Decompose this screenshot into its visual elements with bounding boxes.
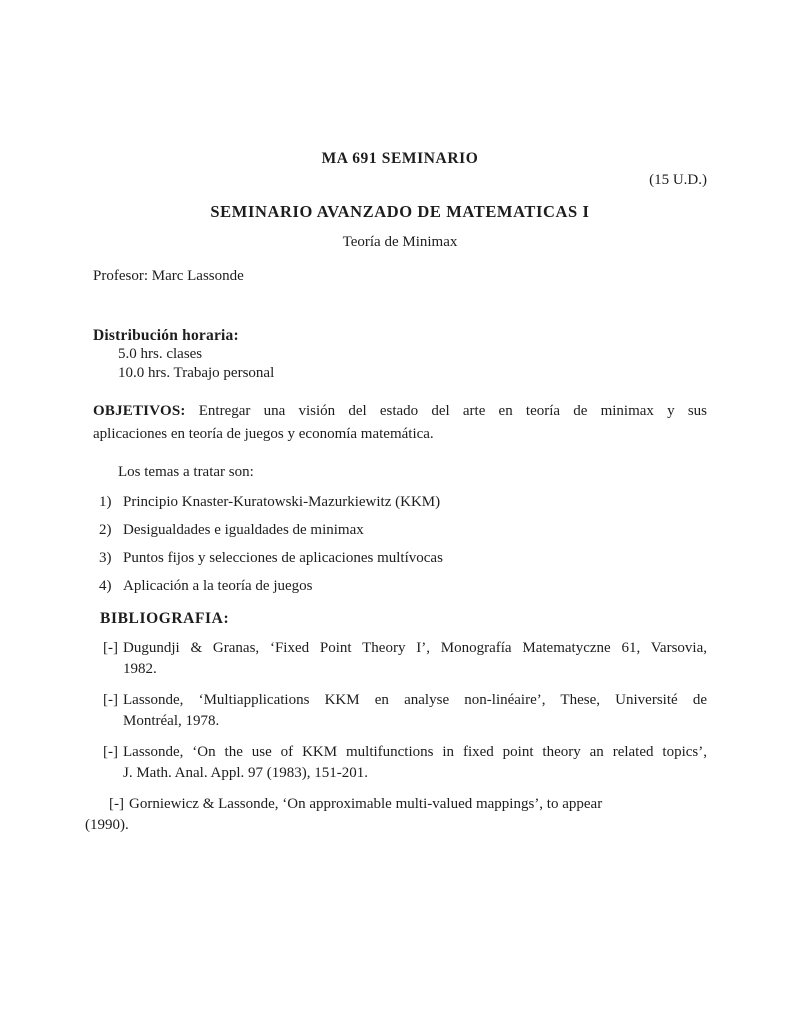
topic-text: Desigualdades e igualdades de minimax <box>123 522 364 538</box>
bibliography-entry <box>103 742 707 784</box>
topic-number: 4) <box>99 578 112 594</box>
seminar-subtitle: Teoría de Minimax <box>342 234 458 250</box>
objectives-paragraph <box>93 400 707 446</box>
topic-item <box>99 576 707 597</box>
bibliography-entry-marker: [-] <box>103 640 118 656</box>
bibliography-entry-line-1: Dugundji & Granas, ‘Fixed Point Theory I’, Monografía Matematyczne 61, Varsovia, <box>123 640 707 656</box>
topic-number: 2) <box>99 522 112 538</box>
topics-list <box>93 492 707 597</box>
objectives-line-2: aplicaciones en teoría de juegos y economía matemática. <box>93 426 434 442</box>
bibliography-entry-line-2: 1982. <box>123 661 157 677</box>
bibliography-entry-line-2: (1990). <box>85 817 129 833</box>
topic-number: 1) <box>99 494 112 510</box>
bibliography-entry-line-2: J. Math. Anal. Appl. 97 (1983), 151-201. <box>123 765 368 781</box>
topic-text: Aplicación a la teoría de juegos <box>123 578 313 594</box>
bibliography-entry-line-1: Lassonde, ‘On the use of KKM multifunctions in fixed point theory an related topics’, <box>123 744 707 760</box>
bibliography-entry-line-1: Gorniewicz & Lassonde, ‘On approximable multi-valued mappings’, to appear <box>129 796 603 812</box>
topic-item <box>99 520 707 541</box>
objectives-label: OBJETIVOS: <box>93 403 186 419</box>
bibliography-entry-marker: [-] <box>109 796 124 812</box>
seminar-title: SEMINARIO AVANZADO DE MATEMATICAS I <box>210 202 590 221</box>
bibliography-entry-line-2: Montréal, 1978. <box>123 713 220 729</box>
objectives-line-1 <box>93 400 707 423</box>
bibliography-entry-marker: [-] <box>103 744 118 760</box>
bibliography-heading: BIBLIOGRAFIA: <box>100 610 230 627</box>
bibliography-entry-marker: [-] <box>103 692 118 708</box>
bibliography-entry <box>103 638 707 680</box>
schedule-line-classes: 5.0 hrs. clases <box>118 346 203 362</box>
schedule-heading: Distribución horaria: <box>93 327 239 344</box>
course-title: MA 691 SEMINARIO <box>321 150 479 167</box>
units-label: (15 U.D.) <box>649 172 707 188</box>
topic-text: Principio Knaster-Kuratowski-Mazurkiewitz (KKM) <box>123 494 441 510</box>
topic-number: 3) <box>99 550 112 566</box>
topic-item <box>99 492 707 513</box>
schedule-line-personal-work: 10.0 hrs. Trabajo personal <box>118 364 275 381</box>
topics-intro: Los temas a tratar son: <box>118 464 254 480</box>
bibliography-list <box>85 638 707 836</box>
topic-item <box>99 548 707 569</box>
bibliography-entry <box>85 794 707 836</box>
bibliography-entry-line-1: Lassonde, ‘Multiapplications KKM en analyse non-linéaire’, These, Université de <box>123 692 707 708</box>
professor-line: Profesor: Marc Lassonde <box>93 268 244 284</box>
bibliography-entry <box>103 690 707 732</box>
objectives-line-1-text: Entregar una visión del estado del arte en teoría de minimax y sus <box>198 403 707 419</box>
topic-text: Puntos fijos y selecciones de aplicaciones multívocas <box>123 550 443 566</box>
